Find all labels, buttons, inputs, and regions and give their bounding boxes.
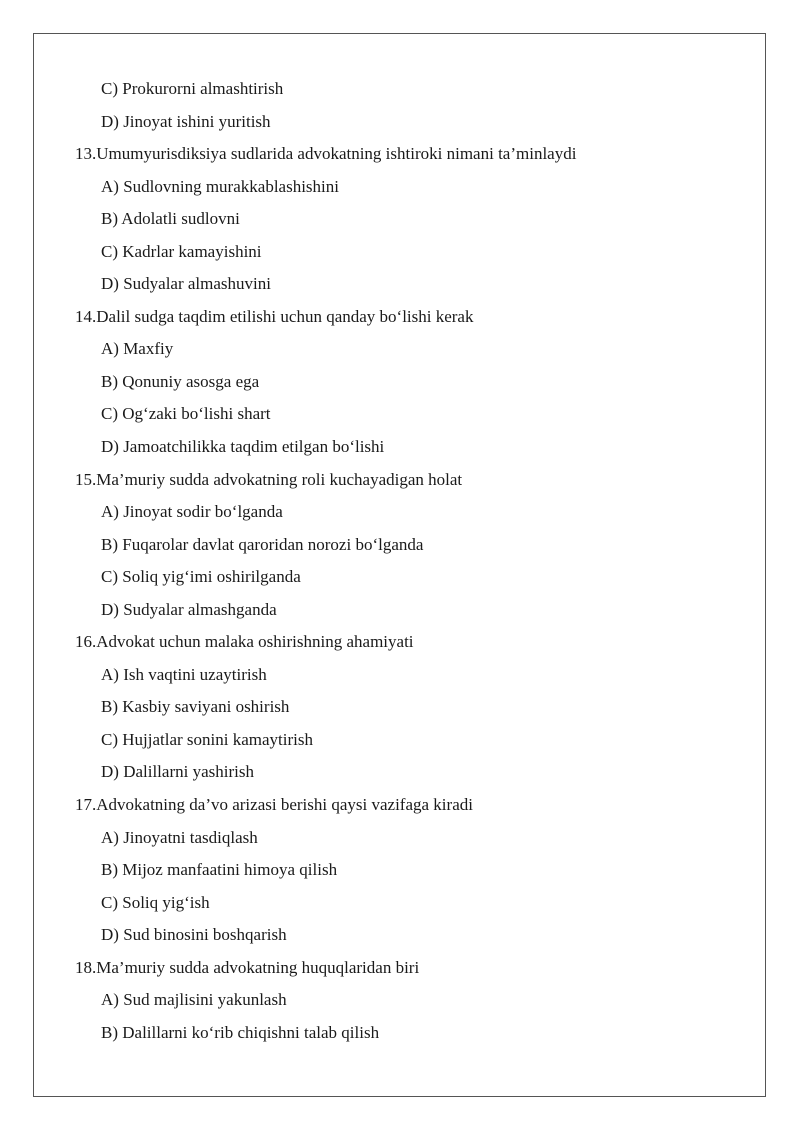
question-text: Ma’muriy sudda advokatning huquqlaridan biri	[96, 957, 420, 977]
option-a: A) Maxfiy	[101, 339, 174, 359]
option-a: A) Sudlovning murakkablashishini	[101, 176, 339, 196]
option-b: B) Kasbiy saviyani oshirish	[101, 697, 290, 717]
option-d: D) Sudyalar almashuvini	[101, 274, 271, 294]
option-c: C) Soliq yig‘imi oshirilganda	[101, 567, 301, 587]
option-c: C) Soliq yig‘ish	[101, 892, 210, 912]
option-d: D) Jamoatchilikka taqdim etilgan bo‘lishi	[101, 437, 385, 457]
option-a: A) Ish vaqtini uzaytirish	[101, 664, 267, 684]
question-17	[75, 789, 755, 822]
option-d: D) Jinoyat ishini yuritish	[101, 111, 271, 131]
question-13	[75, 138, 755, 171]
option-a: A) Jinoyat sodir bo‘lganda	[101, 502, 283, 522]
option-c: C) Kadrlar kamayishini	[101, 241, 262, 261]
question-text: Umumyurisdiksiya sudlarida advokatning ishtiroki nimani ta’minlaydi	[96, 144, 577, 164]
option-b: B) Adolatli sudlovni	[101, 209, 240, 229]
question-14	[75, 301, 755, 334]
option-c: C) Og‘zaki bo‘lishi shart	[101, 404, 271, 424]
option-d: D) Sudyalar almashganda	[101, 599, 277, 619]
question-text: Dalil sudga taqdim etilishi uchun qanday bo‘lishi kerak	[96, 306, 474, 326]
question-number: 14.	[75, 306, 97, 326]
question-16	[75, 626, 755, 659]
question-number: 18.	[75, 957, 97, 977]
question-15	[75, 464, 755, 497]
option-b: B) Qonuniy asosga ega	[101, 371, 260, 391]
question-number: 15.	[75, 469, 97, 489]
option-b: B) Mijoz manfaatini himoya qilish	[101, 860, 338, 880]
question-number: 16.	[75, 632, 97, 652]
question-text: Advokat uchun malaka oshirishning ahamiyati	[96, 632, 414, 652]
option-b: B) Dalillarni ko‘rib chiqishni talab qilish	[101, 1022, 380, 1042]
question-18	[75, 952, 755, 985]
option-b: B) Fuqarolar davlat qaroridan norozi bo‘lganda	[101, 534, 424, 554]
option-c: C) Hujjatlar sonini kamaytirish	[101, 729, 313, 749]
question-text: Ma’muriy sudda advokatning roli kuchayadigan holat	[96, 469, 463, 489]
question-text: Advokatning da’vo arizasi berishi qaysi vazifaga kiradi	[96, 795, 473, 815]
question-number: 17.	[75, 795, 97, 815]
option-c: C) Prokurorni almashtirish	[101, 79, 284, 98]
option-a: A) Sud majlisini yakunlash	[101, 990, 287, 1010]
option-a: A) Jinoyatni tasdiqlash	[101, 827, 258, 847]
document-body	[75, 73, 755, 1049]
question-number: 13.	[75, 144, 97, 164]
option-d: D) Sud binosini boshqarish	[101, 925, 287, 945]
option-d: D) Dalillarni yashirish	[101, 762, 254, 782]
